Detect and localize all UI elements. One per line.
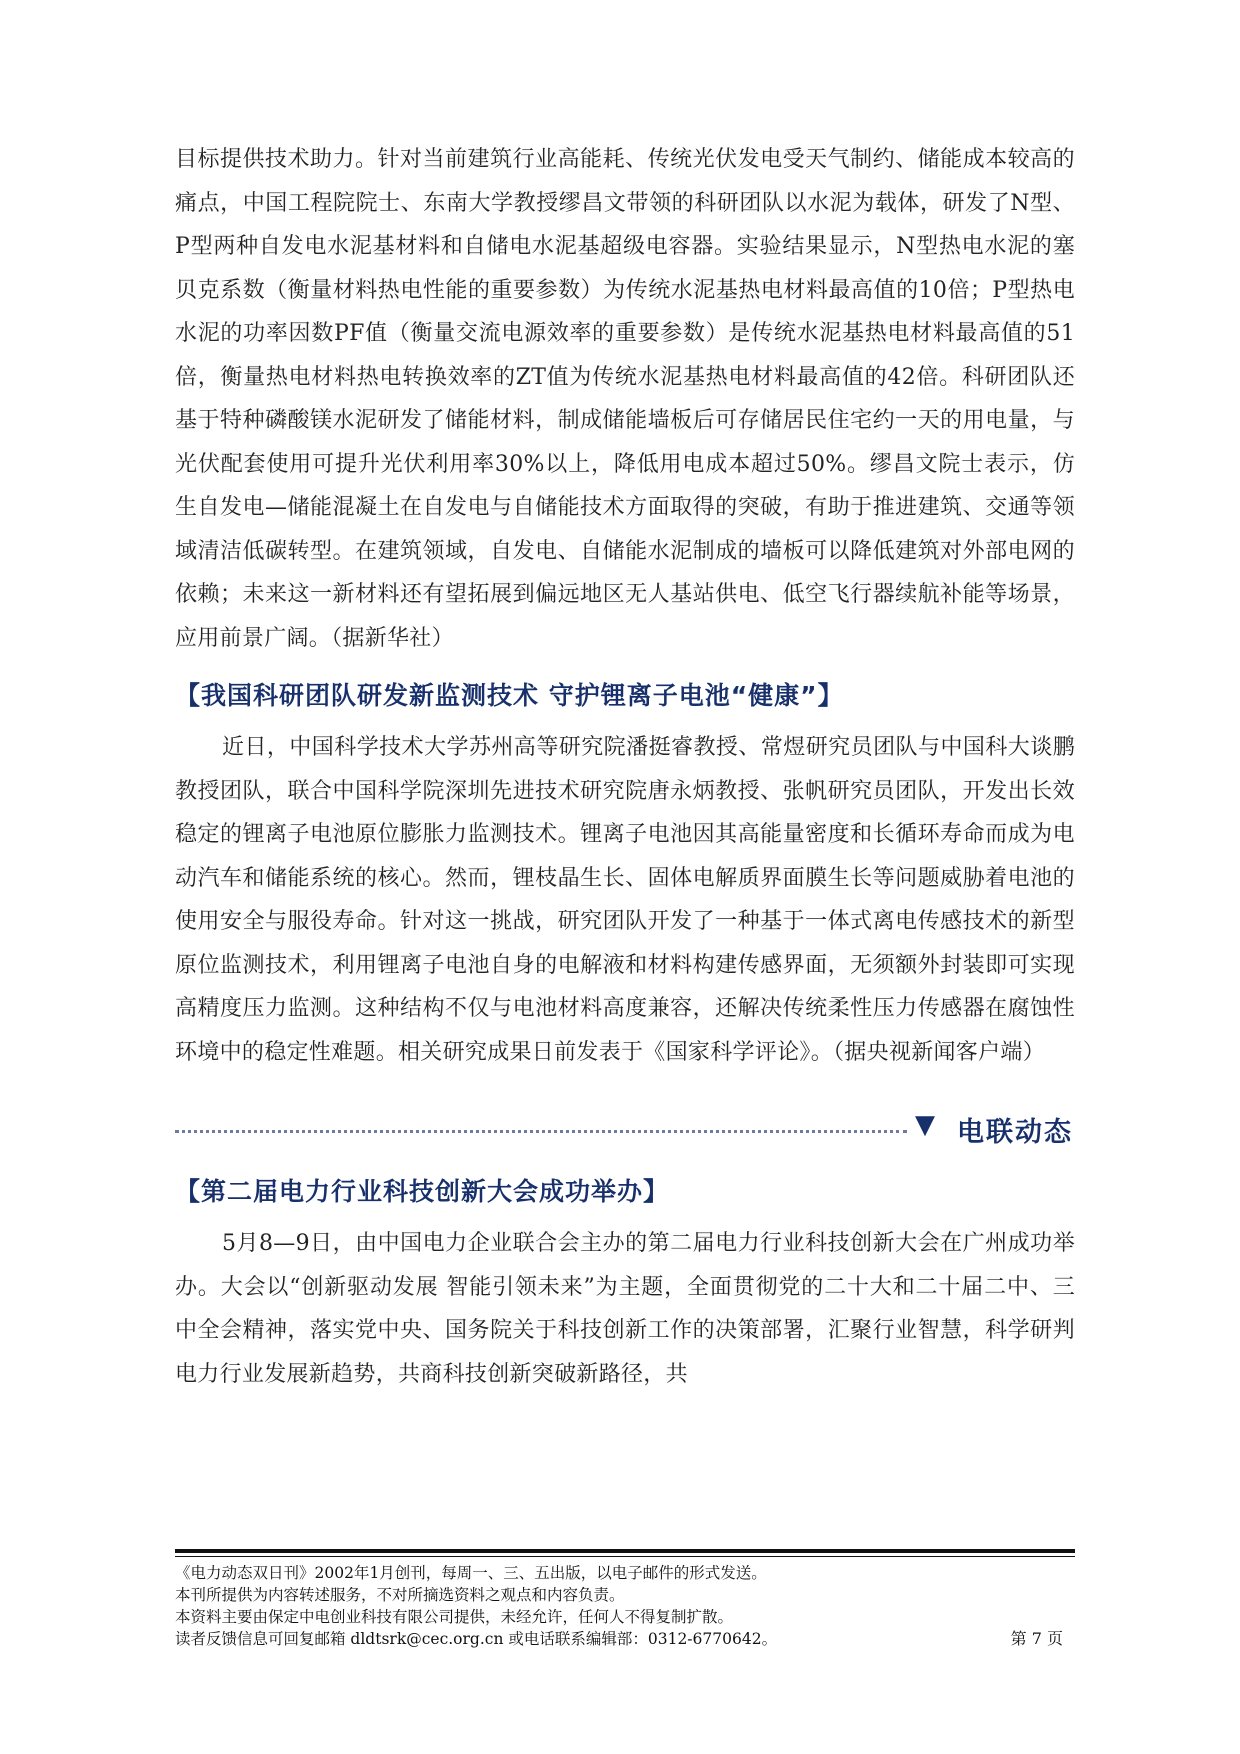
section-header [175, 1108, 1075, 1152]
footer-rule-thick [175, 1549, 1075, 1553]
article-title-battery-monitoring: 【我国科研团队研发新监测技术 守护锂离子电池“健康”】 [175, 681, 844, 710]
article-body-tech-conference: 5月8—9日，由中国电力企业联合会主办的第二届电力行业科技创新大会在广州成功举办。大会以“创新驱动发展 智能引领未来”为主题，全面贯彻党的二十大和二十届二中、三中全会精神，落实党中央、国务院关于科技创新工作的决策部署，汇聚行业智慧，科学研判电力行业发展新趋势，共商科技创新突破新路径，共 [175, 1231, 1075, 1387]
article-title-tech-conference: 【第二届电力行业科技创新大会成功举办】 [175, 1177, 670, 1206]
article-body-battery-monitoring: 近日，中国科学技术大学苏州高等研究院潘挺睿教授、常煜研究员团队与中国科大谈鹏教授团队，联合中国科学院深圳先进技术研究院唐永炳教授、张帆研究员团队，开发出长效稳定的锂离子电池原位膨胀力监测技术。锂离子电池因其高能量密度和长循环寿命而成为电动汽车和储能系统的核心。然而，锂枝晶生长、固体电解质界面膜生长等问题威胁着电池的使用安全与服役寿命。针对这一挑战，研究团队开发了一种基于一体式离电传感技术的新型原位监测技术，利用锂离子电池自身的电解液和材料构建传感界面，无须额外封装即可实现高精度压力监测。这种结构不仅与电池材料高度兼容，还解决传统柔性压力传感器在腐蚀性环境中的稳定性难题。相关研究成果日前发表于《国家科学评论》。（据央视新闻客户端） [175, 735, 1075, 1065]
intro-paragraph: 目标提供技术助力。针对当前建筑行业高能耗、传统光伏发电受天气制约、储能成本较高的痛点，中国工程院院士、东南大学教授缪昌文带领的科研团队以水泥为载体，研发了N型、P型两种自发电水泥基材料和自储电水泥基超级电容器。实验结果显示，N型热电水泥的塞贝克系数（衡量材料热电性能的重要参数）为传统水泥基热电材料最高值的10倍；P型热电水泥的功率因数PF值（衡量交流电源效率的重要参数）是传统水泥基热电材料最高值的51倍，衡量热电材料热电转换效率的ZT值为传统水泥基热电材料最高值的42倍。科研团队还基于特种磷酸镁水泥研发了储能材料，制成储能墙板后可存储居民住宅约一天的用电量，与光伏配套使用可提升光伏利用率30%以上，降低用电成本超过50%。缪昌文院士表示，仿生自发电—储能混凝土在自发电与自储能技术方面取得的突破，有助于推进建筑、交通等领域清洁低碳转型。在建筑领域，自发电、自储能水泥制成的墙板可以降低建筑对外部电网的依赖；未来这一新材料还有望拓展到偏远地区无人基站供电、低空飞行器续航补能等场景，应用前景广阔。（据新华社） [175, 147, 1075, 651]
footer-last-row [175, 1628, 1075, 1650]
footer-note-disclaimer: 本刊所提供为内容转述服务，不对所摘选资料之观点和内容负责。 [175, 1586, 625, 1604]
footer-note-copyright: 本资料主要由保定中电创业科技有限公司提供，未经允许，任何人不得复制扩散。 [175, 1608, 734, 1626]
triangle-down-icon: ▼ [915, 1110, 935, 1140]
footer-rule-thin [175, 1556, 1075, 1557]
dotted-divider [175, 1130, 907, 1133]
page-footer [175, 1549, 1075, 1650]
footer-notes [175, 1562, 1075, 1650]
page-number: 第 7 页 [1010, 1629, 1063, 1648]
footer-note-publication: 《电力动态双日刊》2002年1月创刊，每周一、三、五出版，以电子邮件的形式发送。 [175, 1564, 767, 1582]
section-label: 电联动态 [957, 1117, 1073, 1148]
article-column [175, 138, 1075, 1396]
footer-note-contact: 读者反馈信息可回复邮箱 dldtsrk@cec.org.cn 或电话联系编辑部：0312-6770642。 [175, 1630, 778, 1648]
